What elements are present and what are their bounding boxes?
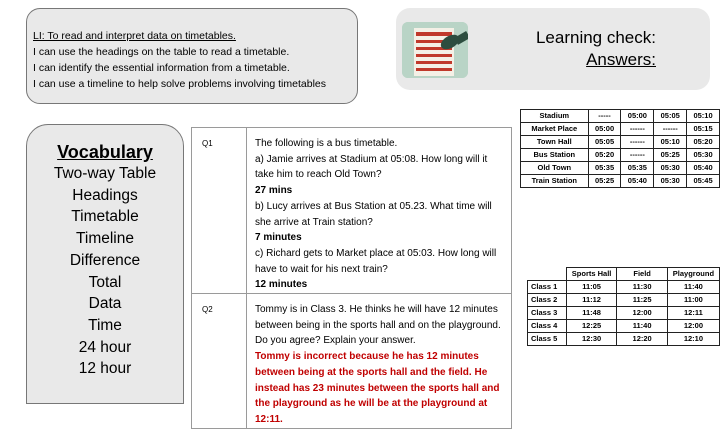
table-row (521, 123, 720, 136)
bus-timetable (520, 109, 720, 188)
question-part-c: c) Richard gets to Market place at 05:03. How long will have to wait for his next train? (255, 247, 497, 275)
table-cell: ------ (621, 123, 654, 136)
table-cell: 11:25 (617, 294, 667, 307)
answer-explanation: Tommy is incorrect because he has 12 minutes between being at the sports hall and the field. He instead has 23 minutes between the sports hall and the playground as he will be at the playground at 12:11. (255, 351, 500, 425)
table-cell: ------ (621, 136, 654, 149)
question-row (192, 294, 512, 429)
stop-name: Stadium (521, 110, 589, 123)
table-cell: ------ (621, 149, 654, 162)
question-row (192, 128, 512, 294)
answer-b: 7 minutes (255, 232, 302, 244)
vocabulary-title: Vocabulary (57, 142, 153, 162)
table-cell: 12:25 (566, 320, 617, 333)
vocabulary-item: Timetable (71, 208, 139, 226)
table-row (528, 333, 720, 346)
table-cell: 05:45 (687, 175, 720, 188)
class-name: Class 2 (528, 294, 567, 307)
vocabulary-item: Total (88, 273, 122, 291)
table-cell: 05:25 (654, 149, 687, 162)
learning-check-title: Learning check: (535, 28, 656, 47)
stop-name: Bus Station (521, 149, 589, 162)
vocabulary-item: Data (88, 295, 122, 313)
table-row (521, 149, 720, 162)
table-cell: 12:00 (667, 320, 719, 333)
vocabulary-item: 12 hour (78, 360, 132, 378)
class-name: Class 3 (528, 307, 567, 320)
table-cell: 05:05 (588, 136, 621, 149)
vocabulary-item: Difference (69, 251, 141, 269)
question-part-a: a) Jamie arrives at Stadium at 05:08. How long will it take him to reach Old Town? (255, 153, 488, 181)
question-intro: The following is a bus timetable. (255, 138, 398, 149)
answer-c: 12 minutes (255, 279, 308, 291)
learning-intention-title: LI: To read and interpret data on timetables. (33, 30, 236, 42)
answer-a: 27 mins (255, 185, 293, 197)
stop-name: Old Town (521, 162, 589, 175)
table-cell: 12:10 (667, 333, 719, 346)
table-cell: 12:30 (566, 333, 617, 346)
table-cell: 11:05 (566, 281, 617, 294)
question-number: Q2 (192, 294, 247, 429)
table-row (521, 162, 720, 175)
table-row (528, 320, 720, 333)
table-cell: ----- (588, 110, 621, 123)
table-cell: 05:35 (588, 162, 621, 175)
vocabulary-item: 24 hour (78, 338, 132, 356)
table-cell: 05:30 (654, 162, 687, 175)
question-part-b: b) Lucy arrives at Bus Station at 05.23. What time will she arrive at Train station? (255, 200, 492, 228)
table-cell: 11:40 (667, 281, 719, 294)
vocabulary-item: Two-way Table (53, 165, 157, 182)
table-cell: 05:40 (621, 175, 654, 188)
vocabulary-panel (26, 124, 184, 404)
table-cell: 05:10 (654, 136, 687, 149)
class-timetable (527, 267, 720, 346)
vocabulary-item: Timeline (76, 230, 134, 248)
question-body: Tommy is in Class 3. He thinks he will have 12 minutes between being in the sports hall and on the playground. Do you agree? Explain your answer. (255, 304, 501, 347)
table-cell: 11:30 (617, 281, 667, 294)
questions-table (191, 127, 512, 429)
table-cell: 05:30 (687, 149, 720, 162)
column-header: Playground (667, 268, 719, 281)
objective-line: I can use the headings on the table to read a timetable. (33, 46, 290, 58)
timetable-illustration-icon (402, 22, 468, 78)
column-header: Field (617, 268, 667, 281)
learning-objectives-panel (26, 8, 358, 104)
class-name: Class 1 (528, 281, 567, 294)
table-cell: 05:10 (687, 110, 720, 123)
table-cell: 05:40 (687, 162, 720, 175)
question-text (247, 128, 512, 294)
answers-subtitle: Answers: (586, 50, 656, 69)
table-cell: 05:25 (588, 175, 621, 188)
table-cell: 11:00 (667, 294, 719, 307)
class-name: Class 5 (528, 333, 567, 346)
stop-name: Town Hall (521, 136, 589, 149)
table-cell: 11:40 (617, 320, 667, 333)
question-text (247, 294, 512, 429)
table-row (521, 110, 720, 123)
class-name: Class 4 (528, 320, 567, 333)
vocabulary-item: Time (88, 316, 122, 334)
table-cell: 12:00 (617, 307, 667, 320)
table-row (521, 136, 720, 149)
table-cell: 05:05 (654, 110, 687, 123)
objective-line: I can identify the essential information from a timetable. (33, 62, 290, 74)
table-cell: 05:00 (588, 123, 621, 136)
table-cell: 12:11 (667, 307, 719, 320)
table-cell: 05:15 (687, 123, 720, 136)
table-row (521, 175, 720, 188)
table-cell: ------ (654, 123, 687, 136)
table-cell: 05:20 (687, 136, 720, 149)
table-header-row (528, 268, 720, 281)
column-header: Sports Hall (566, 268, 617, 281)
stop-name: Train Station (521, 175, 589, 188)
question-number: Q1 (192, 128, 247, 294)
table-cell: 05:35 (621, 162, 654, 175)
table-cell: 11:48 (566, 307, 617, 320)
objective-line: I can use a timeline to help solve problems involving timetables (33, 78, 326, 90)
table-cell: 11:12 (566, 294, 617, 307)
vocabulary-item: Headings (72, 186, 138, 204)
empty-corner (528, 268, 567, 281)
table-row (528, 307, 720, 320)
stop-name: Market Place (521, 123, 589, 136)
table-row (528, 294, 720, 307)
table-row (528, 281, 720, 294)
table-cell: 05:00 (621, 110, 654, 123)
table-cell: 05:30 (654, 175, 687, 188)
table-cell: 05:20 (588, 149, 621, 162)
table-cell: 12:20 (617, 333, 667, 346)
